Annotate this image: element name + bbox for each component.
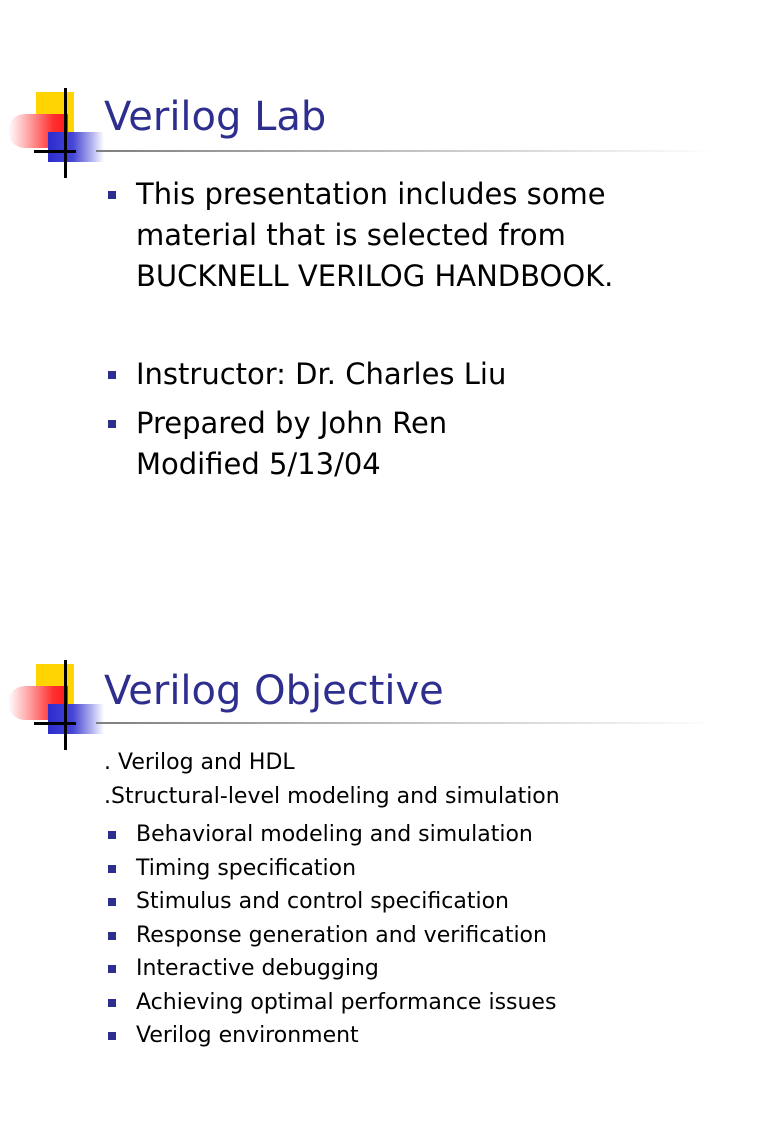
bullet-text: This presentation includes some material that is selected from BUCKNELL VERILOG HANDBOOK. bbox=[136, 177, 614, 293]
bullet-square-icon bbox=[108, 932, 116, 940]
slide-verilog-lab bbox=[0, 0, 768, 560]
bullet-square-icon bbox=[108, 965, 116, 973]
title-divider bbox=[96, 150, 716, 152]
bullet-text: Stimulus and control specification bbox=[136, 889, 509, 914]
plain-text-line: .Structural-level modeling and simulation bbox=[104, 784, 560, 809]
list-item bbox=[106, 818, 556, 852]
bullet-square-icon bbox=[108, 831, 116, 839]
bullet-square-icon bbox=[108, 865, 116, 873]
bullet-square-icon bbox=[108, 999, 116, 1007]
bullet-list bbox=[106, 174, 613, 485]
plain-text-line: . Verilog and HDL bbox=[104, 750, 295, 775]
bullet-text: Response generation and verification bbox=[136, 922, 547, 948]
list-item bbox=[106, 403, 613, 485]
slide-title: Verilog Objective bbox=[104, 668, 444, 714]
list-item bbox=[106, 354, 613, 395]
slide-corner-logo-icon bbox=[8, 88, 108, 178]
logo-vertical-line bbox=[64, 660, 67, 750]
bullet-square-icon bbox=[108, 191, 116, 199]
bullet-text: Verilog environment bbox=[136, 1023, 359, 1048]
bullet-text: Timing specification bbox=[136, 855, 357, 881]
bullet-square-icon bbox=[108, 898, 116, 906]
list-item bbox=[106, 952, 556, 986]
logo-blue-bar bbox=[48, 132, 104, 162]
list-item bbox=[106, 852, 556, 886]
list-item bbox=[106, 885, 556, 919]
title-divider bbox=[96, 722, 716, 724]
bullet-text: Prepared by John Ren Modified 5/13/04 bbox=[136, 406, 448, 481]
logo-blue-bar bbox=[48, 704, 104, 734]
bullet-square-icon bbox=[108, 371, 116, 379]
list-item bbox=[106, 919, 556, 953]
slide-corner-logo-icon bbox=[8, 660, 108, 750]
bullet-square-icon bbox=[108, 1032, 116, 1040]
list-item bbox=[106, 174, 613, 297]
list-item bbox=[106, 986, 556, 1020]
logo-horizontal-line bbox=[34, 150, 76, 153]
bullet-text: Achieving optimal performance issues bbox=[136, 989, 557, 1015]
logo-vertical-line bbox=[64, 88, 67, 178]
bullet-text: Instructor: Dr. Charles Liu bbox=[136, 357, 507, 391]
slide-verilog-objective bbox=[0, 578, 768, 1138]
logo-horizontal-line bbox=[34, 722, 76, 725]
list-item bbox=[106, 1019, 556, 1053]
slide-title: Verilog Lab bbox=[104, 94, 327, 140]
bullet-text: Interactive debugging bbox=[136, 956, 379, 981]
bullet-square-icon bbox=[108, 420, 116, 428]
bullet-text: Behavioral modeling and simulation bbox=[136, 822, 533, 847]
bullet-list bbox=[106, 818, 556, 1053]
